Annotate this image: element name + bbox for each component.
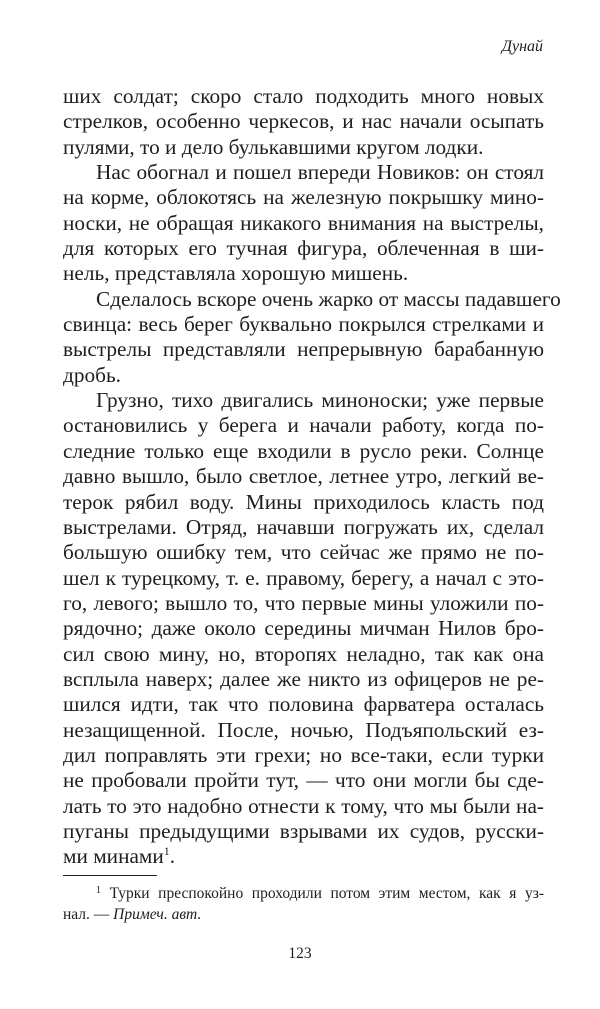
text-line: не пробовали пройти тут, — что они могли бы сде- xyxy=(63,768,544,793)
text-line: го, левого; вышло то, что первые мины уложили по- xyxy=(63,590,544,615)
text-line: лать то это надобно отнести к тому, что мы были на- xyxy=(63,793,544,818)
main-text xyxy=(63,84,561,870)
text-line: выстрелами. Отряд, начавши погружать их, сделал xyxy=(63,514,544,539)
text-line: шел к турецкому, т. е. правому, берегу, а начал с это- xyxy=(63,565,544,590)
text-line: для которых его тучная фигура, облеченная в ши- xyxy=(63,236,544,261)
text-line: на корме, облокотясь на железную покрышку мино- xyxy=(63,185,544,210)
text-line-punctuation: . xyxy=(169,844,176,869)
text-line: ших солдат; скоро стало подходить много новых xyxy=(63,84,544,108)
text-line xyxy=(63,844,544,869)
text-line: терок рябил воду. Мины приходилось класть под xyxy=(63,489,544,514)
text-line: нель, представляла хорошую мишень. xyxy=(63,261,409,286)
footnote-reference[interactable]: 1 xyxy=(163,844,170,859)
footnote-attribution: Примеч. авт. xyxy=(113,906,202,923)
running-title: Дунай xyxy=(501,38,543,55)
footnote-divider xyxy=(63,875,157,876)
text-line: давно вышло, было светлое, летнее утро, легкий ве- xyxy=(63,464,544,489)
footnote-line xyxy=(63,883,544,904)
text-line: выстрелы представляли непрерывную барабанную xyxy=(63,337,544,362)
text-line: Нас обогнал и пошел впереди Новиков: он стоял xyxy=(96,160,544,185)
text-line: носки, не обращая никакого внимания на выстрелы, xyxy=(63,210,544,235)
footnote-line xyxy=(63,904,544,925)
text-line: остановились у берега и начали работу, когда по- xyxy=(63,413,544,438)
text-line: пуганы предыдущими взрывами их судов, русски- xyxy=(63,818,544,843)
text-line-content: ми минами xyxy=(63,844,164,869)
text-line: пулями, то и дело булькавшими кругом лодки. xyxy=(63,134,484,159)
text-line: сил свою мину, но, второпях неладно, так как она xyxy=(63,641,544,666)
text-line: Грузно, тихо двигались миноноски; уже первые xyxy=(96,388,544,413)
text-line: стрелков, особенно черкесов, и нас начали осыпать xyxy=(63,109,544,134)
text-line: всплыла наверх; далее же никто из офицеров не ре- xyxy=(63,666,544,691)
text-line: дил поправлять эти грехи; но все-таки, если турки xyxy=(63,742,544,767)
text-line: свинца: весь берег буквально покрылся стрелками и xyxy=(63,312,544,337)
footnote-text: нал. — xyxy=(63,906,114,923)
text-line: большую ошибку тем, что сейчас же прямо не по- xyxy=(63,540,544,565)
text-line: следние только еще входили в русло реки. Солнце xyxy=(63,438,544,463)
text-line: незащищенной. После, ночью, Подъяпольский ез- xyxy=(63,717,544,742)
text-line: шился идти, так что половина фарватера осталась xyxy=(63,692,544,717)
footnote xyxy=(63,883,544,925)
text-line: рядочно; даже около середины мичман Нилов бро- xyxy=(63,616,544,641)
page-number: 123 xyxy=(288,945,312,962)
text-line: Сделалось вскоре очень жарко от массы падавшего xyxy=(96,286,561,311)
footnote-text: Турки преспокойно проходили потом этим местом, как я уз- xyxy=(109,885,544,902)
text-line: дробь. xyxy=(63,362,122,387)
footnote-mark: 1 xyxy=(96,885,101,896)
